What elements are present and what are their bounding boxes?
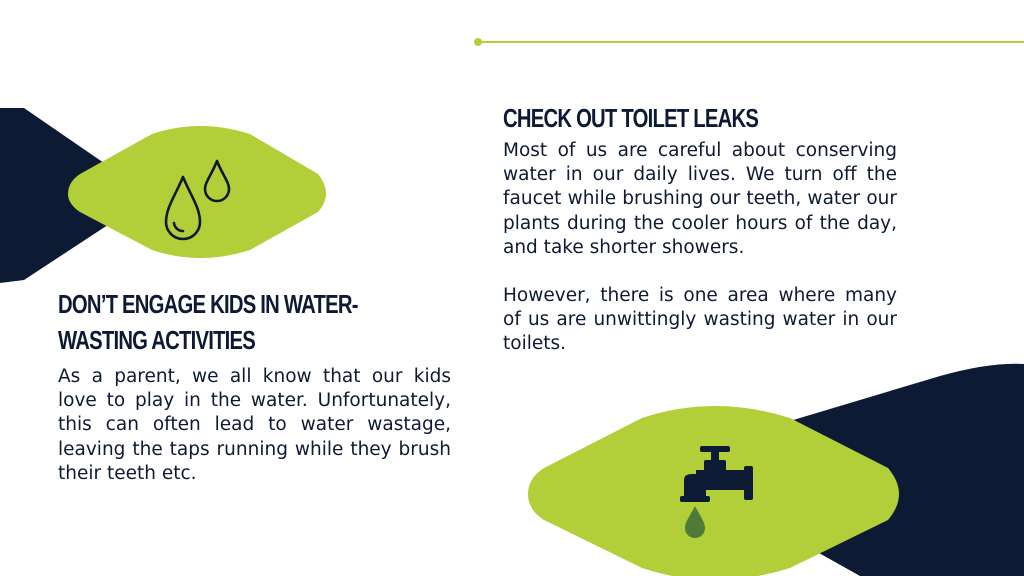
toilet-leaks-body [503,139,897,357]
toilet-leaks-heading: CHECK OUT TOILET LEAKS [503,103,759,133]
kids-heading-line-2: WASTING ACTIVITIES [58,325,256,355]
divider-line [474,38,1024,46]
left-lime-hexagon [68,126,326,258]
kids-paragraph: As a parent, we all know that our kids love to play in the water. Unfortunately, this can often lead to water wastage, leaving the taps running while they brush their teeth etc. [58,366,451,484]
toilet-leaks-paragraph-1: Most of us are careful about conserving water in our daily lives. We turn off the faucet while brushing our teeth, water our plants during the cooler hours of the day, and take shorter showers. [503,140,897,258]
kids-heading-line-1: DON’T ENGAGE KIDS IN WATER- [58,289,358,319]
toilet-leaks-paragraph-2: However, there is one area where many of us are unwittingly wasting water in our toilets. [503,285,897,355]
